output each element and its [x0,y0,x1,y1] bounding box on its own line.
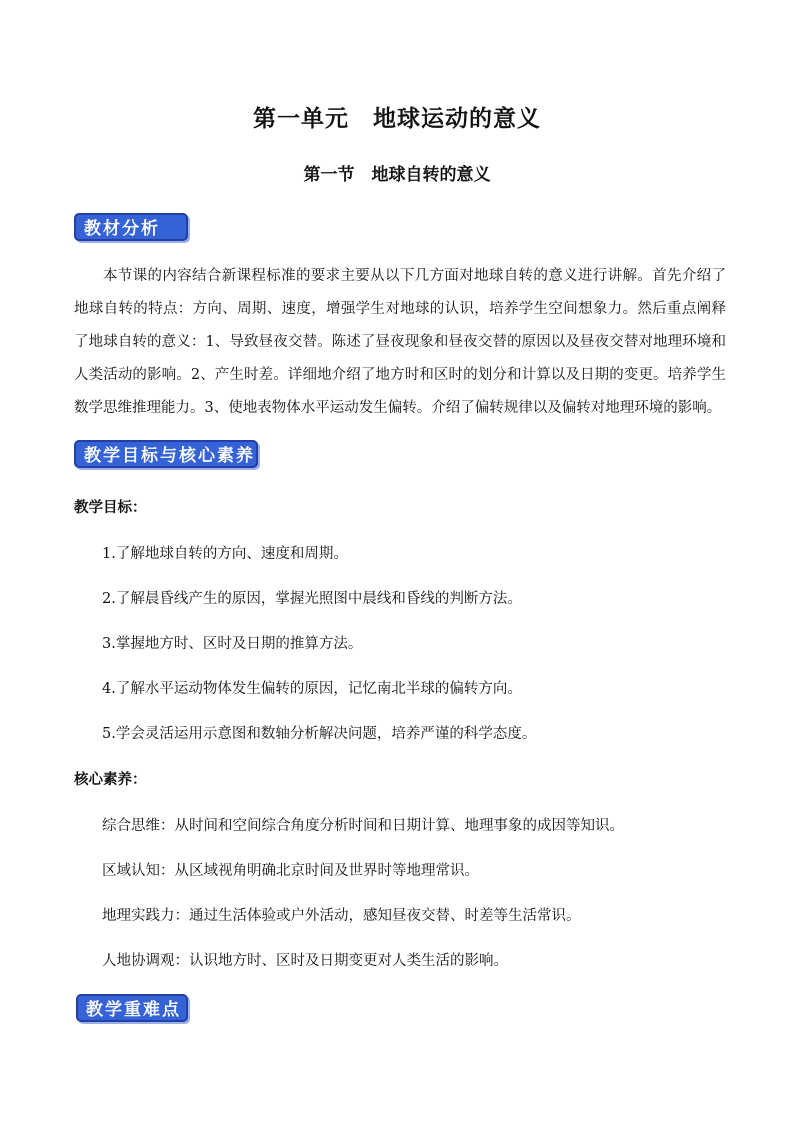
literacy-item: 综合思维：从时间和空间综合角度分析时间和日期计算、地理事象的成因等知识。 [102,818,624,834]
badge-materials-analysis: 教材分析 [74,213,188,241]
goals-heading: 教学目标： [74,500,147,516]
goal-item: 4.了解水平运动物体发生偏转的原因，记忆南北半球的偏转方向。 [102,681,522,697]
materials-analysis-paragraph: 本节课的内容结合新课程标准的要求主要从以下几方面对地球自转的意义进行讲解。首先介绍了地球自转的特点：方向、周期、速度，增强学生对地球的认识，培养学生空间想象力。然后重点阐释了地球自转的意义：1、导致昼夜交替。陈述了昼夜现象和昼夜交替的原因以及昼夜交替对地理环境和人类活动的影响。2、产生时差。详细地介绍了地方时和区时的划分和计算以及日期的变更。培养学生数学思维推理能力。3、使地表物体水平运动发生偏转。介绍了偏转规律以及偏转对地理环境的影响。 [74,268,726,416]
literacy-item: 区域认知：从区域视角明确北京时间及世界时等地理常识。 [102,863,479,879]
goal-item: 3.掌握地方时、区时及日期的推算方法。 [102,636,363,652]
badge-key-difficult-points: 教学重难点 [76,994,188,1022]
unit-title: 第一单元 地球运动的意义 [253,105,541,132]
badge-goals-and-literacy: 教学目标与核心素养 [74,440,258,468]
goal-item: 2.了解晨昏线产生的原因，掌握光照图中晨线和昏线的判断方法。 [102,591,522,607]
literacy-item: 人地协调观：认识地方时、区时及日期变更对人类生活的影响。 [102,953,508,969]
section-title: 第一节 地球自转的意义 [303,165,491,185]
literacy-item: 地理实践力：通过生活体验或户外活动，感知昼夜交替、时差等生活常识。 [102,908,581,924]
goal-item: 5.学会灵活运用示意图和数轴分析解决问题，培养严谨的科学态度。 [102,726,537,742]
goal-item: 1.了解地球自转的方向、速度和周期。 [102,546,348,562]
literacy-heading: 核心素养： [74,772,147,788]
